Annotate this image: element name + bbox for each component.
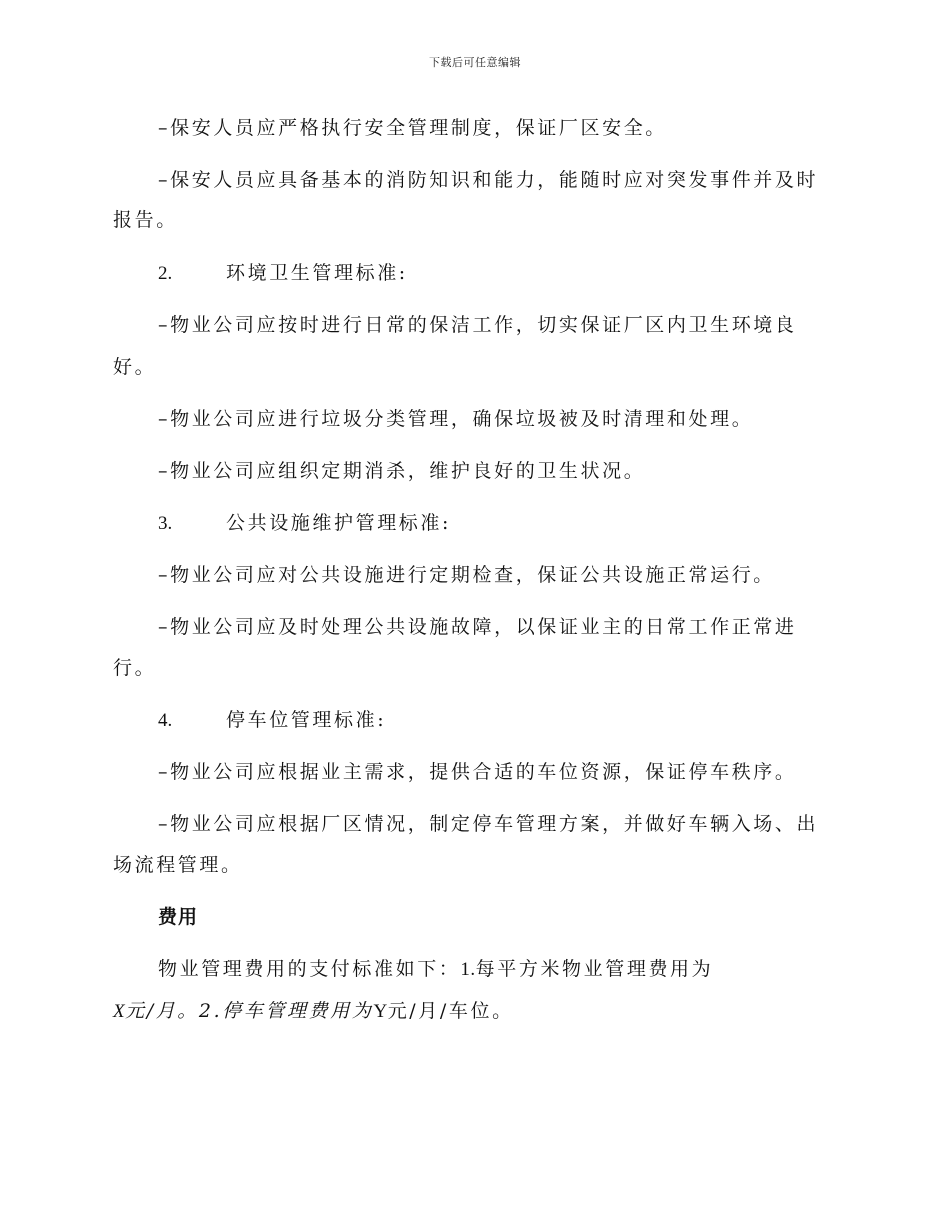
parking-item-1: –物业公司应根据业主需求，提供合适的车位资源，保证停车秩序。: [158, 761, 797, 783]
hygiene-item-1-line-2: 好。: [113, 356, 157, 378]
page-header: 下载后可任意编辑: [429, 56, 521, 69]
section-2-heading: [158, 261, 408, 286]
security-item-2-line-1: –保安人员应具备基本的消防知识和能力，能随时应对突发事件并及时: [158, 169, 819, 191]
parking-item-2-line-2: 场流程管理。: [113, 854, 243, 876]
security-item-2-line-2: 报告。: [113, 209, 178, 231]
fees-line-1-text: 物业管理费用的支付标准如下：: [158, 958, 461, 980]
facility-item-2-line-1: –物业公司应及时处理公共设施故障，以保证业主的日常工作正常进: [158, 616, 797, 638]
fees-line-2-italic: 元/月。2.停车管理费用为: [125, 1000, 374, 1022]
section-2-number: 2.: [158, 263, 173, 284]
parking-item-2-line-1: –物业公司应根据厂区情况，制定停车管理方案，并做好车辆入场、出: [158, 813, 819, 835]
section-4-title: 停车位管理标准:: [226, 709, 387, 731]
section-2-title: 环境卫生管理标准:: [226, 262, 408, 284]
facility-item-1: –物业公司应对公共设施进行定期检查，保证公共设施正常运行。: [158, 564, 775, 586]
security-item-1: –保安人员应严格执行安全管理制度，保证厂区安全。: [158, 117, 667, 139]
section-4-heading: [158, 708, 386, 733]
section-3-heading: [158, 511, 451, 536]
fees-line-2-rest: 元/月/车位。: [387, 1000, 514, 1022]
fees-heading: 费用: [158, 906, 199, 928]
fees-line-1: [158, 957, 713, 982]
facility-item-2-line-2: 行。: [113, 657, 157, 679]
section-4-number: 4.: [158, 710, 173, 731]
section-3-title: 公共设施维护管理标准:: [226, 512, 452, 534]
fees-line-1-rest: 每平方米物业管理费用为: [475, 958, 714, 980]
section-3-number: 3.: [158, 513, 173, 534]
fees-line-2: [113, 999, 514, 1024]
hygiene-item-3: –物业公司应组织定期消杀，维护良好的卫生状况。: [158, 460, 646, 482]
hygiene-item-2: –物业公司应进行垃圾分类管理，确保垃圾被及时清理和处理。: [158, 408, 754, 430]
fees-line-1-point: 1.: [460, 959, 476, 980]
fees-x-variable: X: [113, 1001, 126, 1022]
fees-y-variable: Y: [373, 1001, 388, 1022]
hygiene-item-1-line-1: –物业公司应按时进行日常的保洁工作，切实保证厂区内卫生环境良: [158, 314, 797, 336]
